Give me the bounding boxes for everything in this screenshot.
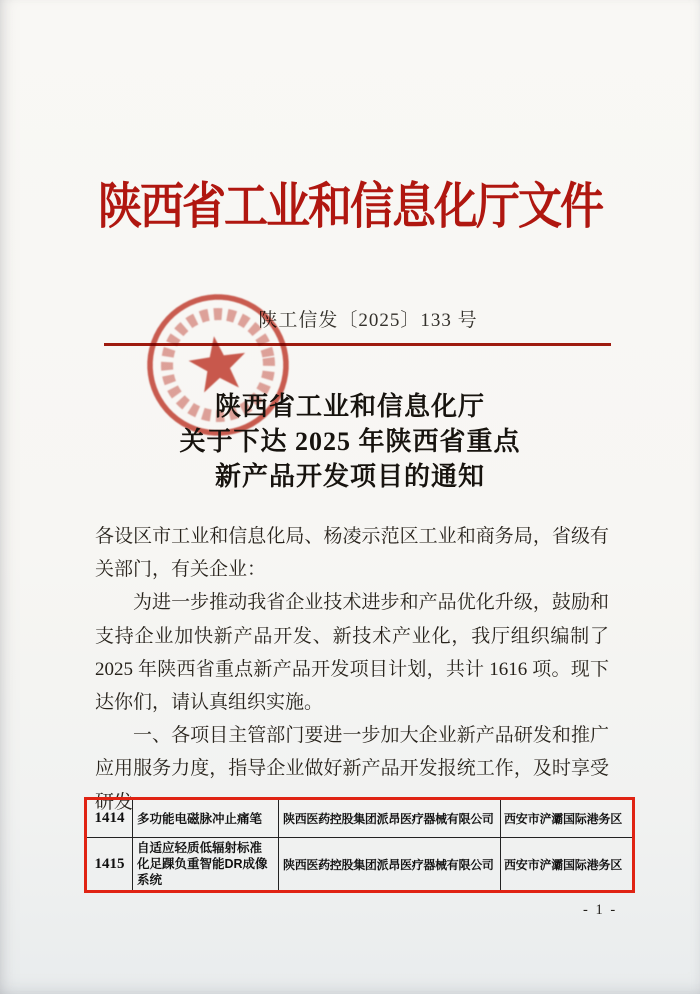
- table-cell-district: 西安市浐灞国际港务区: [501, 838, 634, 892]
- table-cell-company: 陕西医药控股集团派昂医疗器械有限公司: [279, 838, 501, 892]
- table-cell-company: 陕西医药控股集团派昂医疗器械有限公司: [279, 799, 501, 838]
- document-title-line: 新产品开发项目的通知: [214, 462, 485, 491]
- document-number: 陕工信发〔2025〕133 号: [258, 310, 478, 331]
- table-cell-product: 自适应轻质低辐射标准化足踝负重智能DR成像系统: [133, 838, 279, 892]
- body-text: [95, 520, 609, 819]
- table-cell-no: 1414: [86, 799, 133, 838]
- seal-star-icon: [186, 332, 250, 394]
- page-number: - 1 -: [583, 902, 618, 918]
- key-projects-table-body: [86, 799, 634, 892]
- document-title-line: 关于下达 2025 年陕西省重点: [179, 427, 521, 456]
- key-projects-table: [84, 797, 635, 893]
- table-cell-product: 多功能电磁脉冲止痛笔: [133, 799, 279, 838]
- body-paragraph: 为进一步推动我省企业技术进步和产品优化升级，鼓励和支持企业加快新产品开发、新技术产业化，我厅组织编制了 2025 年陕西省重点新产品开发项目计划，共计 1616 项。现下达你们，请认真组织实施。: [95, 592, 609, 714]
- document-title-line: 陕西省工业和信息化厅: [214, 392, 485, 421]
- document-header-title: 陕西省工业和信息化厅文件: [98, 179, 602, 235]
- table-row: [86, 838, 634, 892]
- table-cell-no: 1415: [86, 838, 133, 892]
- body-paragraph: 各设区市工业和信息化局、杨凌示范区工业和商务局，省级有关部门，有关企业：: [95, 526, 609, 581]
- body-paragraph: 一、各项目主管部门要进一步加大企业新产品研发和推广应用服务力度，指导企业做好新产品开发报统工作，及时享受研发: [95, 725, 609, 813]
- document-title: [0, 389, 700, 494]
- table-row: [86, 799, 634, 838]
- table-cell-district: 西安市浐灞国际港务区: [501, 799, 634, 838]
